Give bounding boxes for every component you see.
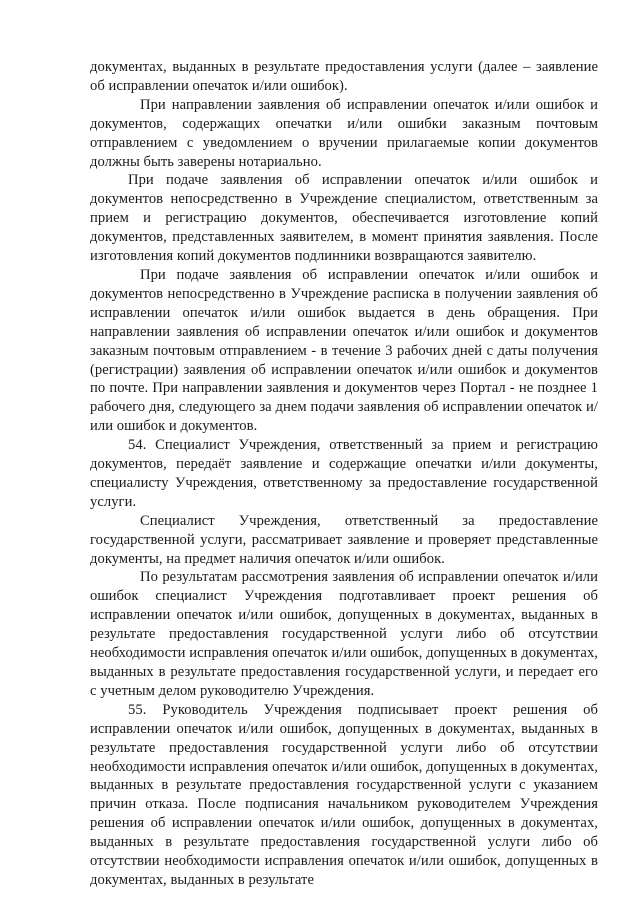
paragraph-mail-submission: При направлении заявления об исправлении опечаток и/или ошибок и документов, содержащих опечатки и/или ошибки заказным почтовым отправлением с уведомлением о вручении прилагаемые копии документов должны быть заверены нотариально. <box>90 96 598 170</box>
paragraph-continuation: документах, выданных в результате предоставления услуги (далее – заявление об исправлении опечаток и/или ошибок). <box>90 59 598 94</box>
paragraph-direct-submission-copies: При подаче заявления об исправлении опечаток и/или ошибок и документов непосредственно в Учреждение специалистом, ответственным за прием и регистрацию документов, обеспечивается изготовление копий документов, представленных заявителем, в момент принятия заявления. После изготовления копий документов подлинники возвращаются заявителю. <box>90 172 598 265</box>
document-page <box>90 58 598 890</box>
paragraph-receipt-issuance: При подаче заявления об исправлении опечаток и/или ошибок и документов непосредственно в Учреждение расписка в получении заявления об исправлении опечаток и/или ошибок выдается в день обращения. При направлении заявления об исправлении опечаток и/или ошибок и документов заказным почтовым отправлением - в течение 3 рабочих дней с даты получения (регистрации) заявления об исправлении опечаток и/или ошибок и документов по почте. При направлении заявления и документов через Портал - не позднее 1 рабочего дня, следующего за днем подачи заявления об исправлении опечаток и/или ошибок и документов. <box>90 266 598 435</box>
paragraph-item-54: 54. Специалист Учреждения, ответственный за прием и регистрацию документов, передаёт заявление и содержащие опечатки и/или документы, специалисту Учреждения, ответственному за предоставление государственной услуги. <box>90 437 598 510</box>
paragraph-draft-decision: По результатам рассмотрения заявления об исправлении опечаток и/или ошибок специалист Учреждения подготавливает проект решения об исправлении опечаток и/или ошибок, допущенных в документах, выданных в результате предоставления государственной услуги либо об отсутствии необходимости исправления опечаток и/или ошибок, допущенных в документах, выданных в результате предоставления государственной услуги, и передает его с учетным делом руководителю Учреждения. <box>90 569 598 699</box>
paragraph-item-55: 55. Руководитель Учреждения подписывает проект решения об исправлении опечаток и/или ошибок, допущенных в документах, выданных в результате предоставления государственной услуги либо об отсутствии необходимости исправления опечаток и/или ошибок, допущенных в документах, выданных в результате предоставления государственной услуги с указанием причин отказа. После подписания начальником руководителем Учреждения решения об исправлении опечаток и/или ошибок, допущенных в документах, выданных в результате предоставления государственной услуги либо об отсутствии необходимости исправления опечаток и/или ошибок, допущенных в документах, выданных в результате <box>90 701 598 888</box>
paragraph-specialist-review: Специалист Учреждения, ответственный за предоставление государственной услуги, рассматривает заявление и проверяет представленные документы, на предмет наличия опечаток и/или ошибок. <box>90 512 598 567</box>
